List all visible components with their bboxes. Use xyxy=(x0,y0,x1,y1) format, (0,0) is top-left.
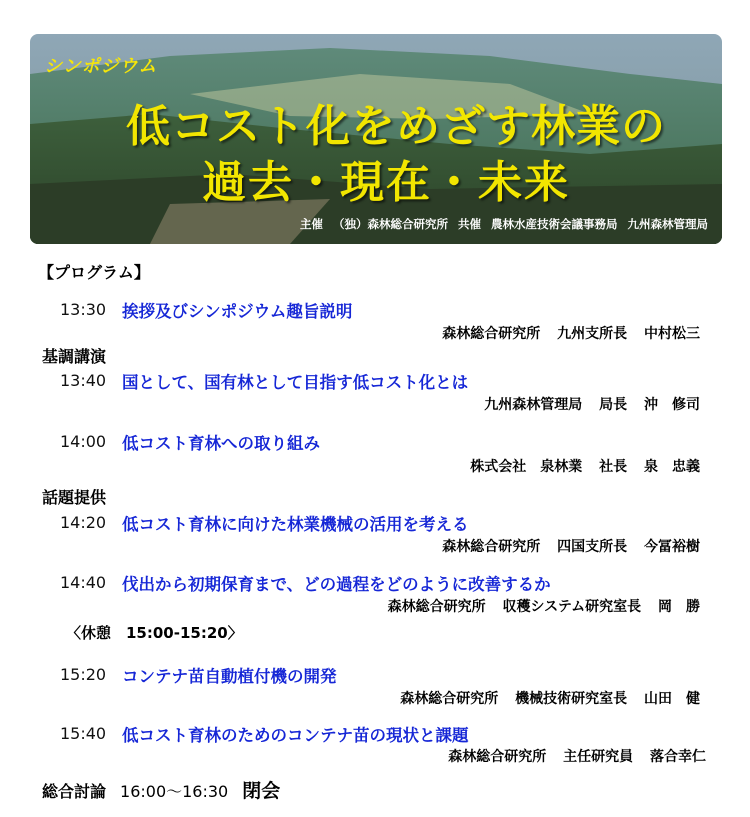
keynote-heading: 基調講演 xyxy=(42,347,107,366)
closing-label: 閉会 xyxy=(242,780,281,802)
keynote-speaker xyxy=(458,456,700,476)
cohost-2: 九州森林管理局 xyxy=(627,217,708,231)
topic-speaker xyxy=(376,596,700,616)
topic-title: 低コスト育林のためのコンテナ苗の現状と課題 xyxy=(122,726,469,745)
topic-title: 低コスト育林に向けた林業機械の活用を考える xyxy=(122,515,469,534)
topic-speaker xyxy=(430,536,700,556)
title-line-1: 低コスト化をめざす林業の xyxy=(126,101,666,152)
topic-time: 15:20 xyxy=(60,665,107,684)
banner xyxy=(30,34,722,244)
host-label: 主催 xyxy=(299,217,323,231)
discussion-time: 16:00〜16:30 xyxy=(120,782,229,801)
host: （独）森林総合研究所 xyxy=(332,217,448,231)
speaker-name: 落合幸仁 xyxy=(650,749,706,765)
topic-time: 14:20 xyxy=(60,513,107,532)
symposium-label: シンポジウム xyxy=(44,56,158,77)
keynote-time: 13:40 xyxy=(60,371,107,390)
speaker-org: 森林総合研究所 xyxy=(400,691,499,707)
speaker-position: 四国支所長 xyxy=(557,539,628,555)
speaker-name: 泉 忠義 xyxy=(644,459,700,475)
speaker-position: 収穫システム研究室長 xyxy=(502,599,642,615)
opening-time: 13:30 xyxy=(60,300,107,319)
speaker-name: 岡 勝 xyxy=(658,599,700,615)
speaker-org: 森林総合研究所 xyxy=(387,599,486,615)
keynote-topic: 国として、国有林として目指す低コスト化とは xyxy=(122,373,469,392)
title-line-2: 過去・現在・未来 xyxy=(202,157,570,208)
topic-title: コンテナ苗自動植付機の開発 xyxy=(122,667,337,686)
keynote-time: 14:00 xyxy=(60,432,107,451)
speaker-org: 森林総合研究所 xyxy=(442,539,541,555)
speaker-position: 主任研究員 xyxy=(563,749,634,765)
speaker-org: 九州森林管理局 xyxy=(484,397,583,413)
topic-title: 伐出から初期保育まで、どの過程をどのように改善するか xyxy=(122,575,551,594)
topic-speaker xyxy=(388,688,700,708)
program-heading: 【プログラム】 xyxy=(38,263,150,282)
topic-speaker xyxy=(436,746,706,766)
cohost-1: 農林水産技術会議事務局 xyxy=(490,217,618,231)
organizers xyxy=(294,216,708,232)
speaker-org: 森林総合研究所 xyxy=(442,326,541,342)
speaker-position: 局長 xyxy=(599,397,628,413)
speaker-name: 中村松三 xyxy=(644,326,700,342)
topics-heading: 話題提供 xyxy=(42,488,107,507)
discussion-label: 総合討論 xyxy=(42,782,107,801)
keynote-speaker xyxy=(472,394,700,414)
topic-time: 14:40 xyxy=(60,573,107,592)
speaker-position: 九州支所長 xyxy=(557,326,628,342)
cohost-label: 共催 xyxy=(457,217,481,231)
speaker-name: 山田 健 xyxy=(644,691,700,707)
speaker-name: 今冨裕樹 xyxy=(644,539,700,555)
speaker-position: 機械技術研究室長 xyxy=(515,691,628,707)
keynote-topic: 低コスト育林への取り組み xyxy=(122,434,320,453)
speaker-name: 沖 修司 xyxy=(644,397,700,413)
closing-line xyxy=(42,776,280,803)
topic-time: 15:40 xyxy=(60,724,107,743)
break-notice: 〈休憩 15:00-15:20〉 xyxy=(66,624,243,642)
speaker-position: 社長 xyxy=(599,459,628,475)
opening-speaker xyxy=(430,323,700,343)
speaker-org: 株式会社 泉林業 xyxy=(470,459,583,475)
opening-topic: 挨拶及びシンポジウム趣旨説明 xyxy=(122,302,353,321)
speaker-org: 森林総合研究所 xyxy=(448,749,547,765)
